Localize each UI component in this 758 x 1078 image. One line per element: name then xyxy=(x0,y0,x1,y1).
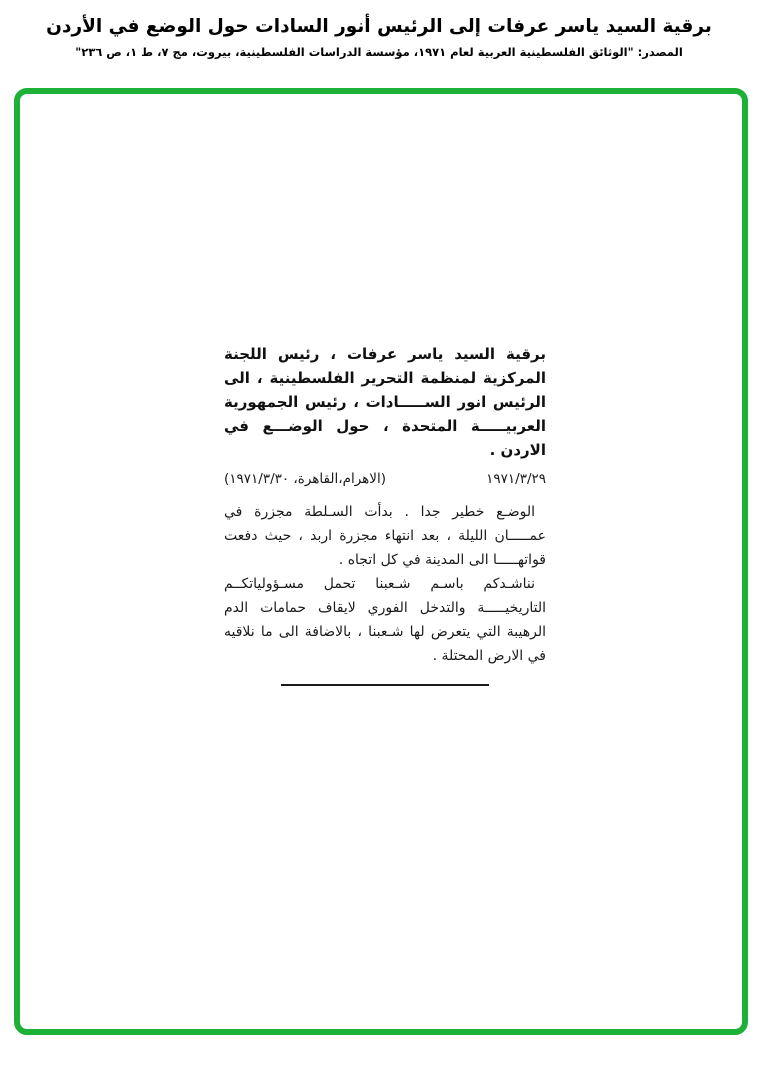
page-title: برقية السيد ياسر عرفات إلى الرئيس أنور السادات حول الوضع في الأردن xyxy=(46,16,712,37)
publication-reference: (الاهرام،القاهرة، ١٩٧١/٣/٣٠) xyxy=(224,471,386,487)
document-date: ١٩٧١/٣/٢٩ xyxy=(486,471,546,487)
telegram-document xyxy=(224,342,546,686)
document-heading: برقية السيد ياسر عرفات ، رئيس اللجنة المركزية لمنظمة التحرير الفلسطينية ، الى الرئيس انور الســـــادات ، رئيس الجمهورية العربيـــــة المتحدة ، حول الوضـــع في الاردن . xyxy=(224,345,546,459)
paragraph-1: الوضـع خطير جدا . بدأت السـلطة مجزرة في عمـــــان الليلة ، بعد انتهاء مجزرة اربد ، حيث دفعت قواتهـــــا الى المدينة في كل اتجاه . xyxy=(224,504,546,568)
divider-line xyxy=(281,684,489,686)
paragraph-2: نناشـدكم باسـم شـعبنا تحمل مسـؤولياتكــم التاريخيـــــة والتدخل الفوري لايقاف حمامات الدم الرهيبة التي يتعرض لها شـعبنا ، بالاضافة الى ما نلاقيه في الارض المحتلة . xyxy=(224,576,546,664)
date-line xyxy=(224,467,546,491)
page-header xyxy=(0,14,758,60)
source-citation: المصدر: "الوثائق الفلسطينية العربية لعام ١٩٧١، مؤسسة الدراسات الفلسطينية، بيروت، مج ٧، ط ١، ص ٢٣٦" xyxy=(75,45,683,59)
